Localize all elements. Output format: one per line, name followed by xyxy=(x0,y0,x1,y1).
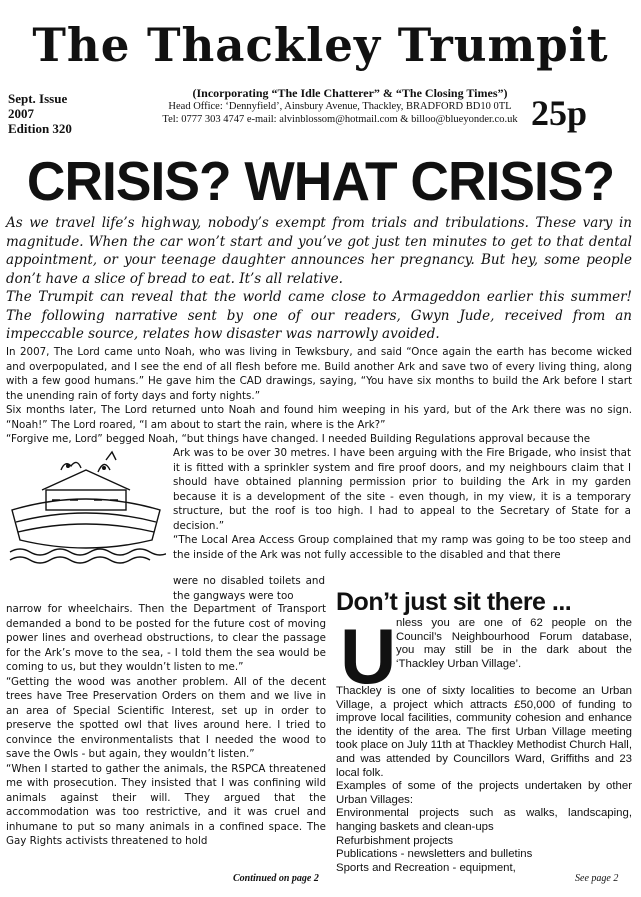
story-paragraph: In 2007, The Lord came unto Noah, who was living in Tewksbury, and said “Once again the earth has become wicked and overpopulated, and I see the end of all flesh before me. Build another Ark and save two of every living thing, along with a few good humans.” He gave him the CAD drawings, saying, “You have six months to build the Ark before I start the unending rain of forty days and forty nights.” xyxy=(6,346,632,402)
cover-price: 25p xyxy=(531,93,588,133)
issue-year: 2007 xyxy=(8,106,34,121)
story-paragraph: Ark was to be over 30 metres. I have been arguing with the Fire Brigade, who insist that it is fitted with a sprinkler system and fire proof doors, and my neighbours claim that I should have obtained planning permission prior to building the Ark in my garden because it is a development of the site - even though, in my view, it is a temporary structure, but the roof is too high. I had to appeal to the Secretary of State for a decision.” xyxy=(173,447,631,532)
contact-details: Tel: 0777 303 4747 e-mail: alvinblossom@hotmail.com & billoo@blueyonder.co.uk xyxy=(162,113,518,125)
story-column-top xyxy=(6,345,632,447)
office-info xyxy=(140,101,540,126)
story-column-left xyxy=(6,602,326,849)
sidebar-paragraph: Thackley is one of sixty localities to become an Urban Village, a project which attracts £50,000 of funding to improve local facilities, community cohesion and enhance the identity of the area. The first Urban Village meeting took place on July 11th at Thackley Methodist Church Hall, and was attended by Councillors Ward, Griffiths and 23 local folk. xyxy=(336,685,632,779)
story-paragraph: “When I started to gather the animals, the RSPCA threatened me with prosecution. They insisted that I was confining wild animals against their will. They argued that the accommodation was too restrictive, and it was cruel and inhumane to put so many animals in a confined space. The Gay Rights activists threatened to hold xyxy=(6,762,326,847)
edition-number: Edition 320 xyxy=(8,121,72,136)
head-office-address: Head Office: ‘Dennyfield’, Ainsbury Avenue, Thackley, BRADFORD BD10 0TL xyxy=(168,101,512,112)
see-page-note: See page 2 xyxy=(575,873,619,884)
sidebar-lead xyxy=(396,617,632,671)
sidebar-paragraph: Examples of some of the projects undertaken by other Urban Villages: xyxy=(336,780,632,806)
sidebar-body xyxy=(336,685,632,875)
ark-cartoon-icon xyxy=(6,448,166,566)
issue-month: Sept. Issue xyxy=(8,91,68,106)
intro-paragraph: The Trumpit can reveal that the world came close to Armageddon earlier this summer! The following narrative sent by one of our readers, Gwyn Jude, received from an impeccable source, relates how disaster was narrowly avoided. xyxy=(6,289,632,342)
story-column-narrow xyxy=(173,574,325,603)
sidebar-list-item: Sports and Recreation - equipment, xyxy=(336,861,516,874)
continued-note: Continued on page 2 xyxy=(233,873,319,884)
story-column-wrap xyxy=(173,446,631,562)
sidebar-list-item: Environmental projects such as walks, landscaping, hanging baskets and clean-ups xyxy=(336,807,632,833)
story-paragraph: narrow for wheelchairs. Then the Department of Transport demanded a bond to be posted for the future cost of moving power lines and overhead obstructions, to clear the passage for the Ark’s move to the sea, - I told them the sea would be coming to us, but they wouldn’t listen to me.” xyxy=(6,603,326,673)
newspaper-title: The Thackley Trumpit xyxy=(32,18,609,72)
sidebar-heading: Don’t just sit there ... xyxy=(336,588,572,616)
intro-text xyxy=(6,214,632,344)
drop-cap: U xyxy=(340,612,397,700)
story-paragraph: were no disabled toilets and the gangways were too xyxy=(173,575,325,602)
intro-paragraph: As we travel life’s highway, nobody’s exempt from trials and tribulations. These vary in magnitude. When the car won’t start and you’ve got just ten minutes to get to that dental appointment, or your teenage daughter announces her pregnancy. But hey, some people don’t have a slice of bread to eat. It’s all relative. xyxy=(6,215,632,287)
sidebar-paragraph: nless you are one of 62 people on the Council’s Neighbourhood Forum database, you may still be in the dark about the ‘Thackley Urban Village’. xyxy=(396,617,632,670)
story-paragraph: “Forgive me, Lord” begged Noah, “but things have changed. I needed Building Regulations approval because the xyxy=(6,433,591,445)
story-paragraph: Six months later, The Lord returned unto Noah and found him weeping in his yard, but of the Ark there was no sign. “Noah!” The Lord roared, “I am about to start the rain, where is the Ark?” xyxy=(6,404,632,431)
issue-info xyxy=(8,91,72,136)
story-paragraph: “Getting the wood was another problem. All of the decent trees have Tree Preservation Orders on them and we live in an area of Special Scientific Interest, set up in order to preserve the spotted owl that lives around here. I tried to convince the environmentalists that I needed the wood to save the Owls - but again, they wouldn’t listen.” xyxy=(6,675,326,760)
sidebar-list-item: Refurbishment projects xyxy=(336,834,454,847)
sidebar-list-item: Publications - newsletters and bulletins xyxy=(336,848,533,861)
story-paragraph: “The Local Area Access Group complained that my ramp was going to be too steep and the inside of the Ark was not fully accessible to the disabled and that there xyxy=(173,534,631,561)
main-headline: CRISIS? WHAT CRISIS? xyxy=(26,150,615,212)
incorporating-line: (Incorporating “The Idle Chatterer” & “The Closing Times”) xyxy=(192,86,508,100)
